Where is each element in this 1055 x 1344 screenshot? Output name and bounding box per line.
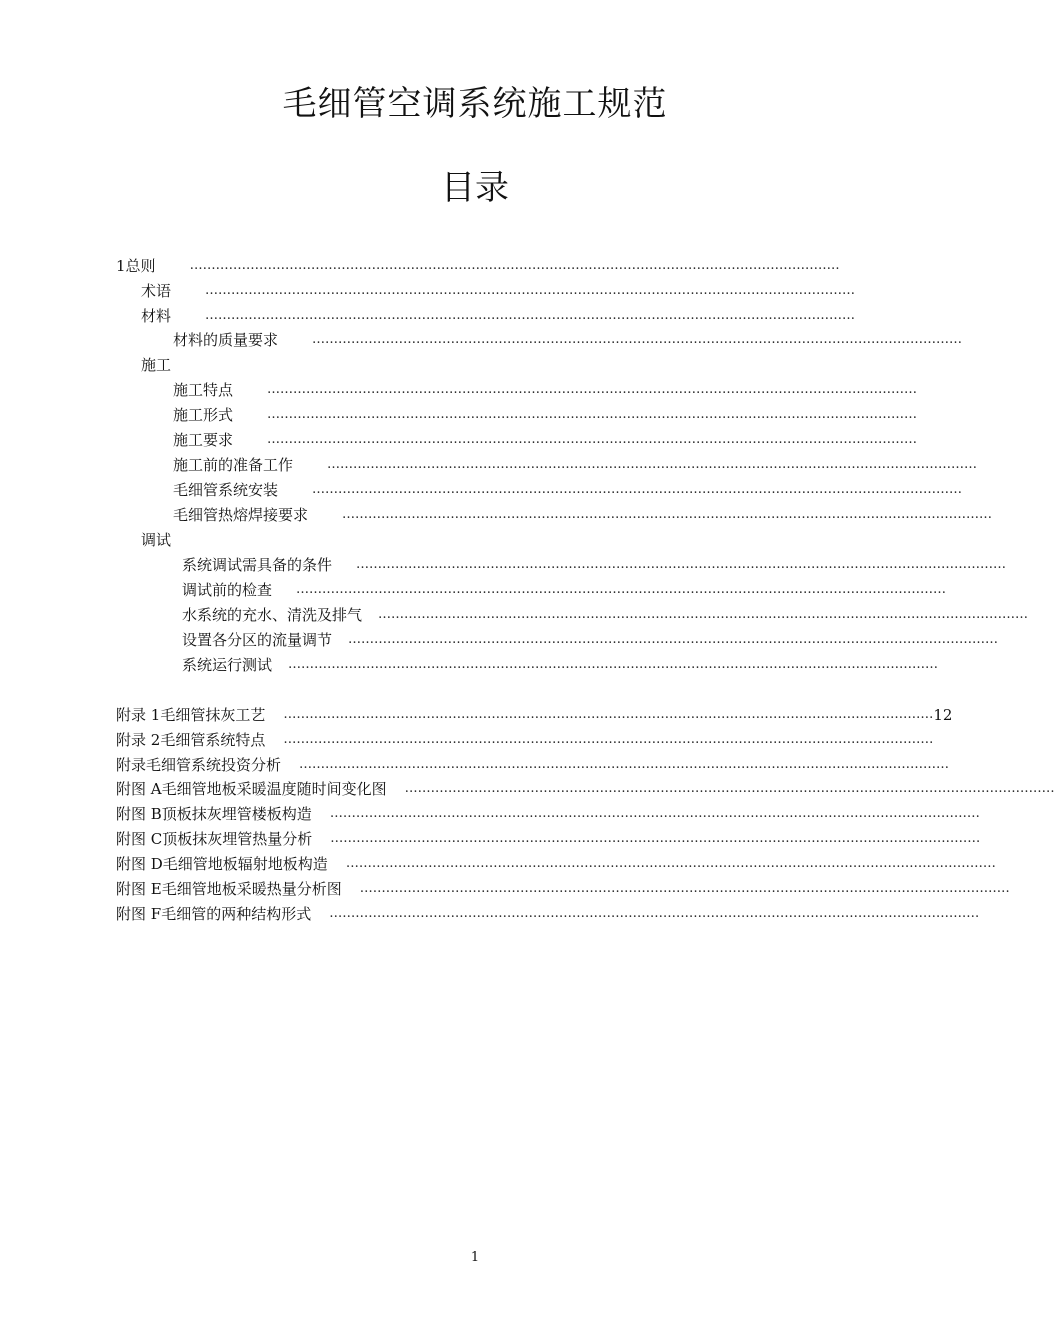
toc-leader-dots: …………………………………………………………………………………………………………………………………… (205, 283, 856, 298)
appendix-number: 附图 E (116, 880, 162, 898)
toc-entry (141, 279, 856, 303)
appendix-entry (116, 852, 996, 876)
toc-entry-label: 材料的质量要求 (173, 331, 279, 349)
toc-leader-dots: …………………………………………………………………………………………………………………………………… (378, 607, 1029, 622)
appendix-page-number: 12 (933, 706, 953, 724)
appendix-number: 附录 2 (116, 731, 161, 749)
toc-leader-dots: …………………………………………………………………………………………………………………………………… (288, 657, 939, 672)
appendix-label: 毛细管地板采暖热量分析图 (161, 880, 342, 898)
toc-entry (182, 603, 1029, 627)
toc-entry-label: 施工 (141, 356, 172, 374)
toc-leader-dots: …………………………………………………………………………………………………………………………………… (342, 507, 993, 522)
toc-entry (173, 403, 918, 427)
toc-entry-label: 毛细管热熔焊接要求 (173, 506, 309, 524)
document-title: 毛细管空调系统施工规范 (282, 84, 668, 124)
appendix-number: 附图 B (116, 805, 162, 823)
toc-leader-dots: …………………………………………………………………………………………………………………………………… (267, 432, 918, 447)
toc-entry-label: 施工形式 (173, 406, 234, 424)
toc-entry (182, 653, 939, 677)
toc-entry (141, 304, 856, 328)
toc-entry (173, 328, 963, 352)
toc-entry-label: 系统运行测试 (182, 656, 273, 674)
toc-entry (173, 428, 918, 452)
appendix-entry (116, 753, 950, 777)
toc-entry-label: 毛细管系统安装 (173, 481, 279, 499)
toc-entry (173, 478, 963, 502)
appendix-label: 顶板抹灰埋管楼板构造 (161, 805, 312, 823)
toc-entry (173, 378, 918, 402)
toc-leader-dots: …………………………………………………………………………………………………………………………………… (189, 258, 840, 273)
toc-entry-label: 施工前的准备工作 (173, 456, 294, 474)
toc-leader-dots: …………………………………………………………………………………………………………………………………… (330, 831, 981, 846)
toc-leader-dots: …………………………………………………………………………………………………………………………………… (356, 557, 1007, 572)
toc-entry (173, 453, 978, 477)
appendix-number: 附图 A (116, 780, 162, 798)
toc-leader-dots: …………………………………………………………………………………………………………………………………… (283, 732, 934, 747)
page-number: 1 (470, 1250, 480, 1265)
toc-entry-label: 材料 (141, 307, 172, 325)
appendix-label: 毛细管抹灰工艺 (160, 706, 266, 724)
toc-entry (141, 528, 810, 552)
toc-entry-label: 施工要求 (173, 431, 234, 449)
toc-entry-label: 总则 (125, 257, 156, 275)
appendix-entry (116, 827, 981, 851)
appendix-number: 附图 F (116, 905, 162, 923)
toc-leader-dots: …………………………………………………………………………………………………………………………………… (404, 781, 1055, 796)
appendix-number: 附图 C (116, 830, 163, 848)
toc-leader-dots: …………………………………………………………………………………………………………………………………… (205, 308, 856, 323)
appendix-number: 附录 (116, 756, 147, 774)
toc-entry-number: 1 (116, 257, 126, 275)
toc-entry-label: 调试 (141, 531, 172, 549)
toc-leader-dots: …………………………………………………………………………………………………………………………………… (359, 881, 1010, 896)
toc-entry (141, 353, 810, 377)
appendix-label: 毛细管地板采暖温度随时间变化图 (161, 780, 387, 798)
appendix-number: 附录 1 (116, 706, 161, 724)
toc-leader-dots: …………………………………………………………………………………………………………………………………… (312, 332, 963, 347)
toc-entry-label: 调试前的检查 (182, 581, 273, 599)
toc-entry (182, 578, 947, 602)
appendix-entry (116, 877, 1010, 901)
toc-entry (173, 503, 993, 527)
appendix-entry (116, 802, 980, 826)
toc-entry-label: 设置各分区的流量调节 (182, 631, 333, 649)
toc-leader-dots: …………………………………………………………………………………………………………………………………… (312, 482, 963, 497)
appendix-entry (116, 703, 953, 727)
toc-leader-dots: …………………………………………………………………………………………………………………………………… (329, 806, 980, 821)
toc-leader-dots: …………………………………………………………………………………………………………………………………… (267, 382, 918, 397)
toc-entry-label: 系统调试需具备的条件 (182, 556, 333, 574)
toc-leader-dots: …………………………………………………………………………………………………………………………………… (296, 582, 947, 597)
toc-leader-dots: …………………………………………………………………………………………………………………………………… (299, 757, 950, 772)
appendix-label: 毛细管的两种结构形式 (161, 905, 312, 923)
appendix-entry (116, 777, 1055, 801)
toc-entry (182, 628, 999, 652)
toc-leader-dots: …………………………………………………………………………………………………………………………………… (327, 457, 978, 472)
appendix-number: 附图 D (116, 855, 163, 873)
toc-leader-dots: …………………………………………………………………………………………………………………………………… (283, 707, 934, 722)
toc-heading: 目录 (441, 168, 509, 208)
toc-leader-dots: …………………………………………………………………………………………………………………………………… (329, 906, 980, 921)
toc-leader-dots: …………………………………………………………………………………………………………………………………… (267, 407, 918, 422)
appendix-entry (116, 728, 934, 752)
toc-entry-label: 施工特点 (173, 381, 234, 399)
appendix-label: 毛细管地板辐射地板构造 (162, 855, 328, 873)
toc-entry-label: 水系统的充水、清洗及排气 (182, 606, 363, 624)
toc-entry-label: 术语 (141, 282, 172, 300)
appendix-label: 毛细管系统特点 (160, 731, 266, 749)
toc-leader-dots: …………………………………………………………………………………………………………………………………… (345, 856, 996, 871)
appendix-label: 毛细管系统投资分析 (146, 756, 282, 774)
appendix-entry (116, 902, 980, 926)
toc-entry (116, 254, 840, 278)
appendix-label: 顶板抹灰埋管热量分析 (162, 830, 313, 848)
toc-entry (182, 553, 1007, 577)
toc-leader-dots: …………………………………………………………………………………………………………………………………… (348, 632, 999, 647)
